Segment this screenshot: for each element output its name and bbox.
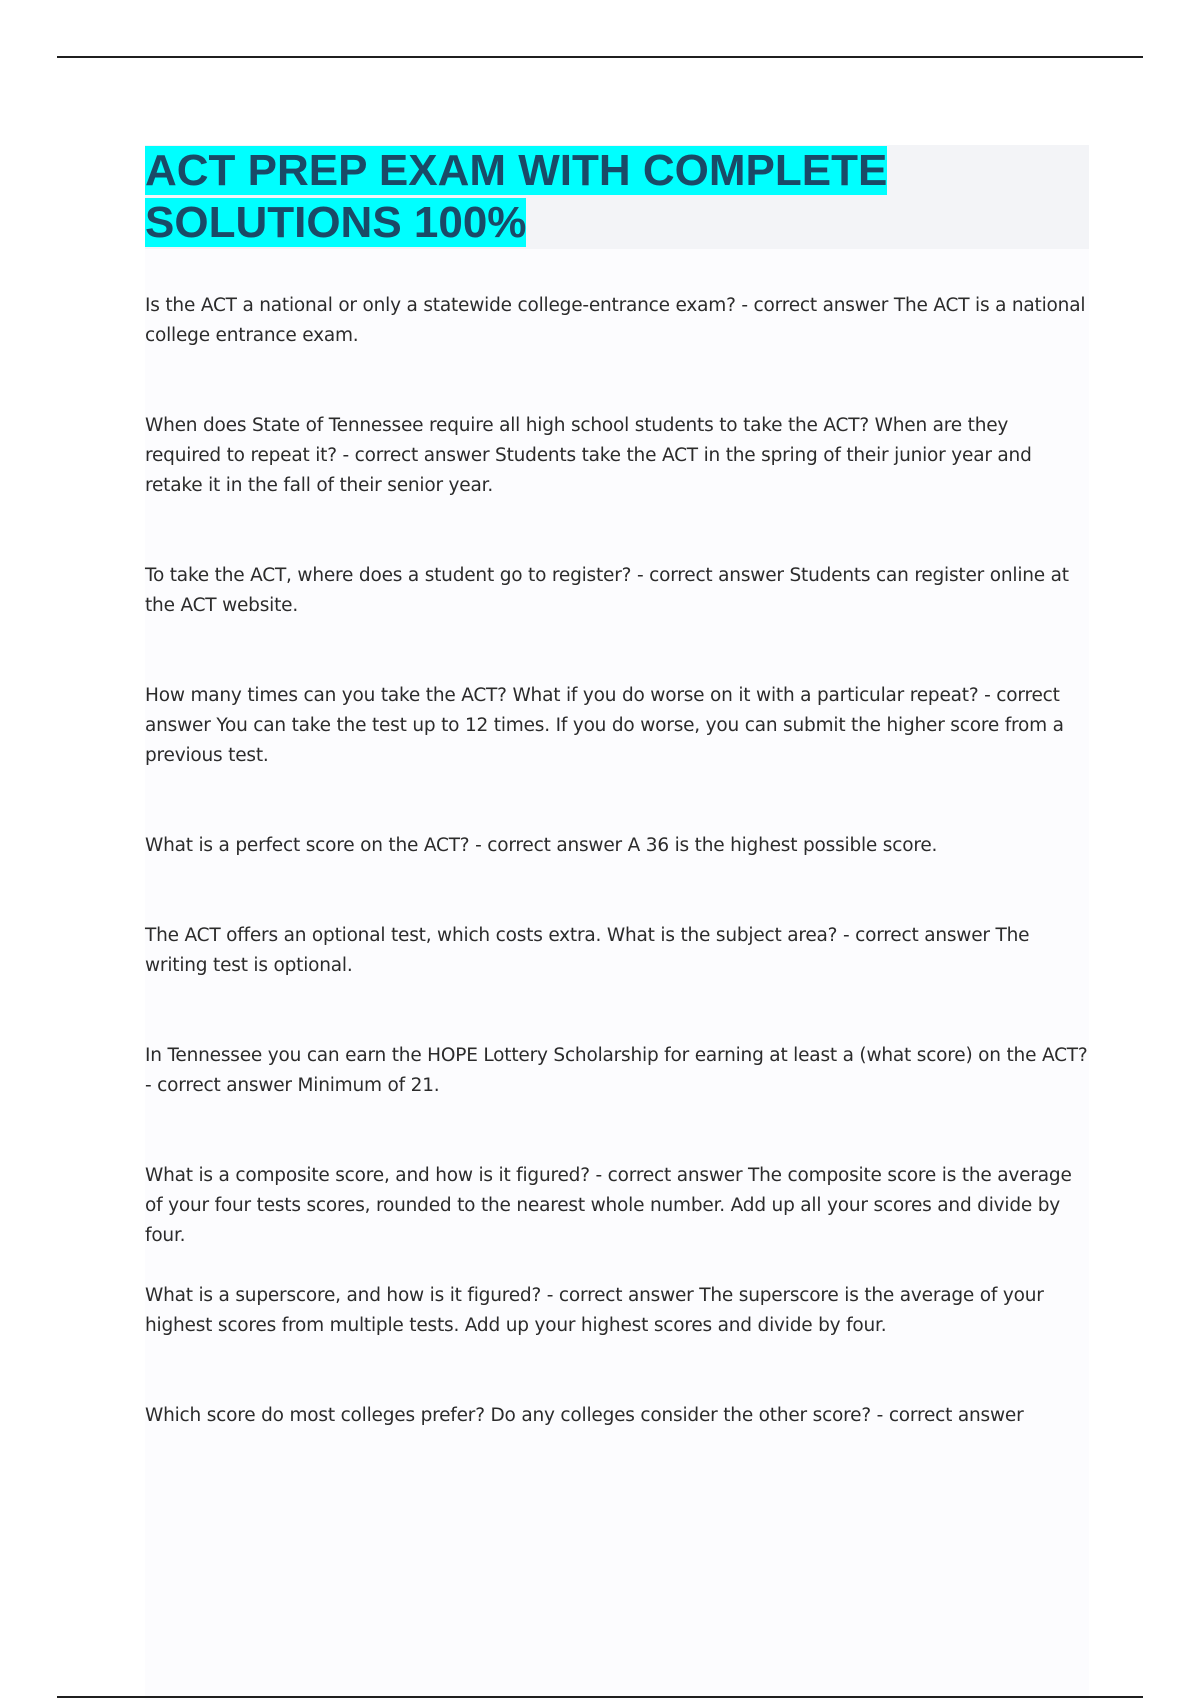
- top-rule: [57, 56, 1143, 58]
- question-text: In Tennessee you can earn the HOPE Lottery Scholarship for earning at least a (what score) on the ACT?: [145, 1045, 1088, 1066]
- qa-item: [145, 291, 1089, 351]
- qa-item: [145, 1281, 1089, 1341]
- qa-item: [145, 1401, 1089, 1431]
- question-text: The ACT offers an optional test, which costs extra. What is the subject area?: [145, 925, 838, 946]
- question-text: When does State of Tennessee require all high school students to take the ACT? When are they required to repeat it?: [145, 415, 1009, 466]
- qa-item: [145, 411, 1089, 501]
- qa-item: [145, 1161, 1089, 1251]
- question-text: What is a composite score, and how is it figured?: [145, 1165, 590, 1186]
- answer-separator: - correct answer: [145, 1075, 298, 1096]
- answer-text: Students can register online at the ACT website.: [145, 565, 1069, 616]
- qa-item: [145, 681, 1089, 771]
- answer-text: You can take the test up to 12 times. If you do worse, you can submit the higher score from a previous test.: [145, 715, 1064, 766]
- answer-text: A 36 is the highest possible score.: [627, 835, 938, 856]
- title-highlight: ACT PREP EXAM WITH COMPLETE SOLUTIONS 100%: [145, 146, 888, 247]
- answer-separator: - correct answer: [631, 565, 790, 586]
- answer-text: The ACT is a national college entrance exam.: [145, 295, 1086, 346]
- answer-separator: - correct answer: [469, 835, 628, 856]
- answer-separator: - correct answer: [589, 1165, 749, 1186]
- document-title: [145, 145, 905, 249]
- answer-separator: - correct answer: [336, 445, 496, 466]
- answer-text: The composite score is the average of your four tests scores, rounded to the nearest whole number. Add up all your scores and divide by four.: [145, 1165, 1072, 1246]
- answer-separator: - correct answer: [837, 925, 996, 946]
- question-text: How many times can you take the ACT? What if you do worse on it with a particular repeat?: [145, 685, 979, 706]
- answer-separator: - correct answer: [145, 685, 1060, 736]
- answer-separator: - correct answer: [870, 1405, 1024, 1426]
- qa-item: [145, 921, 1089, 981]
- qa-item: [145, 1041, 1089, 1101]
- qa-item: [145, 561, 1089, 621]
- question-text: What is a superscore, and how is it figured?: [145, 1285, 542, 1306]
- bottom-rule: [57, 1696, 1143, 1698]
- answer-text: The superscore is the average of your highest scores from multiple tests. Add up your highest scores and divide by four.: [145, 1285, 1044, 1336]
- question-text: What is a perfect score on the ACT?: [145, 835, 470, 856]
- answer-text: The writing test is optional.: [145, 925, 1030, 976]
- question-text: To take the ACT, where does a student go to register?: [145, 565, 632, 586]
- answer-text: Students take the ACT in the spring of their junior year and retake it in the fall of their senior year.: [145, 445, 1032, 496]
- answer-separator: - correct answer: [735, 295, 894, 316]
- question-text: Which score do most colleges prefer? Do any colleges consider the other score?: [145, 1405, 871, 1426]
- answer-text: Minimum of 21.: [297, 1075, 440, 1096]
- question-text: Is the ACT a national or only a statewide college-entrance exam?: [145, 295, 736, 316]
- answer-separator: - correct answer: [541, 1285, 700, 1306]
- qa-item: [145, 831, 1089, 861]
